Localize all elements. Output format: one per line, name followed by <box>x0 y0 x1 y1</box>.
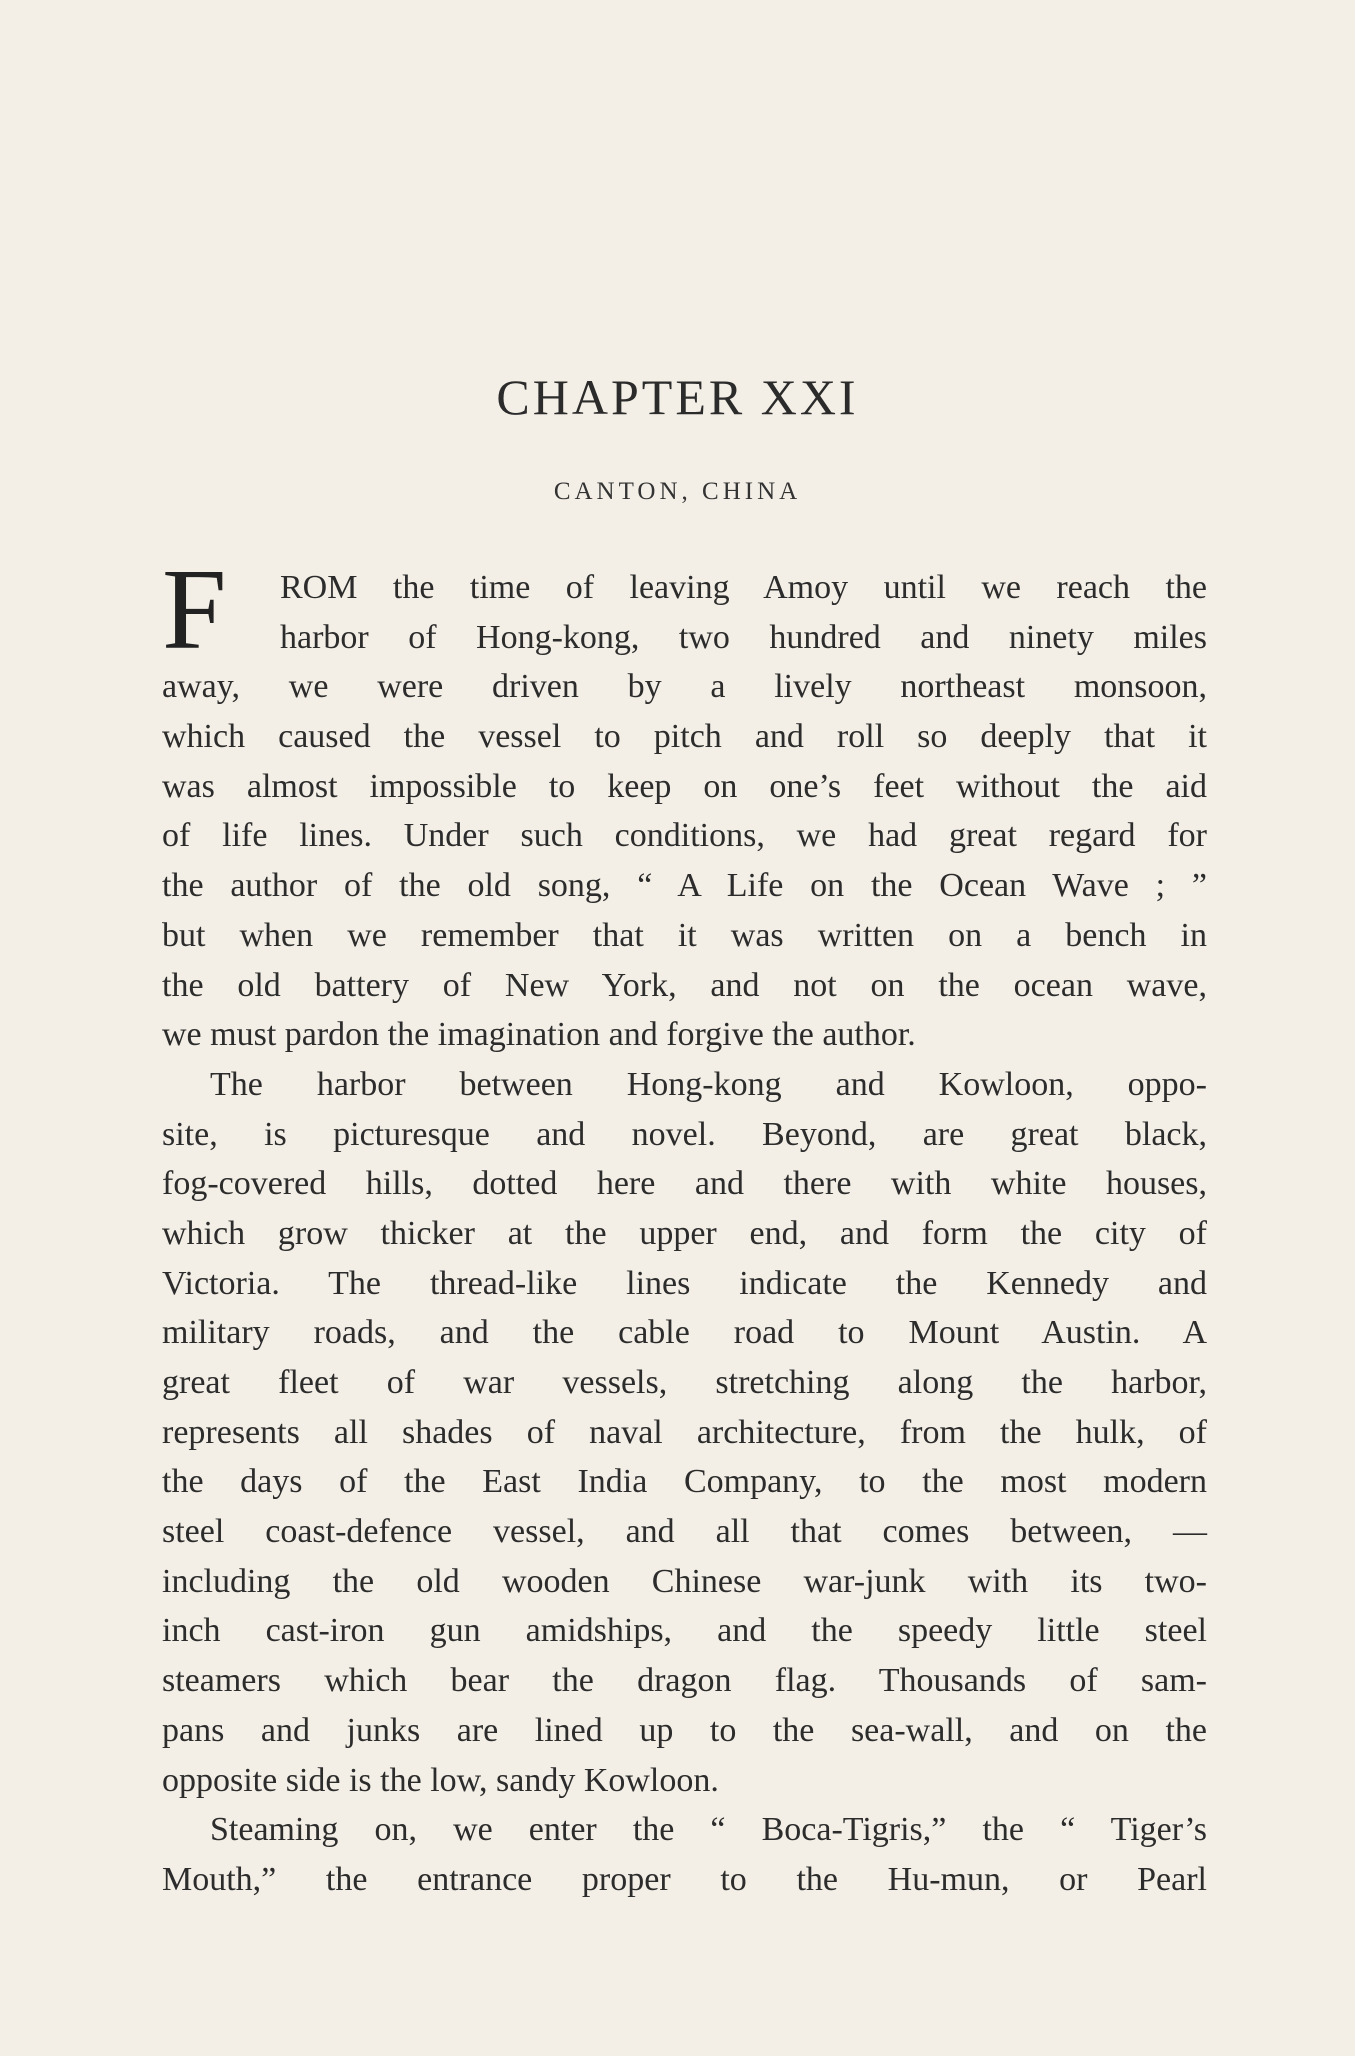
body-text <box>162 563 1207 1905</box>
text-line: which caused the vessel to pitch and roll so deeply that it <box>162 718 1207 756</box>
chapter-title: CHAPTER XXI <box>496 369 859 425</box>
text-line: we must pardon the imagination and forgive the author. <box>162 1016 916 1054</box>
text-line: Victoria. The thread-like lines indicate the Kennedy and <box>162 1264 1207 1302</box>
text-line: the author of the old song, “ A Life on the Ocean Wave ; ” <box>162 867 1207 905</box>
text-line: opposite side is the low, sandy Kowloon. <box>162 1761 719 1799</box>
text-line: of life lines. Under such conditions, we had great regard for <box>162 817 1207 855</box>
drop-cap: F <box>162 546 227 674</box>
chapter-subtitle: CANTON, CHINA <box>553 478 802 505</box>
text-line: steamers which bear the dragon flag. Thousands of sam- <box>162 1662 1207 1700</box>
text-line: the days of the East India Company, to the most modern <box>162 1463 1207 1501</box>
text-line: site, is picturesque and novel. Beyond, are great black, <box>162 1115 1207 1153</box>
text-line: including the old wooden Chinese war-junk with its two- <box>162 1562 1207 1600</box>
text-line: Mouth,” the entrance proper to the Hu-mun, or Pearl <box>162 1860 1207 1898</box>
text-line: fog-covered hills, dotted here and there with white houses, <box>162 1165 1207 1203</box>
text-line: away, we were driven by a lively northeast monsoon, <box>162 668 1207 706</box>
text-line: great fleet of war vessels, stretching along the harbor, <box>162 1364 1207 1401</box>
text-line: represents all shades of naval architecture, from the hulk, of <box>162 1413 1207 1451</box>
text-line: pans and junks are lined up to the sea-wall, and on the <box>162 1711 1207 1749</box>
text-line: which grow thicker at the upper end, and form the city of <box>162 1214 1207 1252</box>
text-line: steel coast-defence vessel, and all that comes between, — <box>162 1513 1207 1551</box>
text-line: military roads, and the cable road to Mount Austin. A <box>162 1314 1207 1352</box>
text-line: was almost impossible to keep on one’s feet without the aid <box>162 767 1207 805</box>
text-line: but when we remember that it was written on a bench in <box>162 916 1207 954</box>
text-line: ROM the time of leaving Amoy until we reach the <box>280 569 1207 606</box>
text-line: the old battery of New York, and not on the ocean wave, <box>162 966 1207 1004</box>
text-line: inch cast-iron gun amidships, and the speedy little steel <box>162 1612 1207 1650</box>
text-line: Steaming on, we enter the “ Boca-Tigris,” the “ Tiger’s <box>210 1811 1207 1849</box>
text-line: The harbor between Hong-kong and Kowloon, oppo- <box>210 1065 1207 1103</box>
text-line: harbor of Hong-kong, two hundred and ninety miles <box>280 618 1207 656</box>
